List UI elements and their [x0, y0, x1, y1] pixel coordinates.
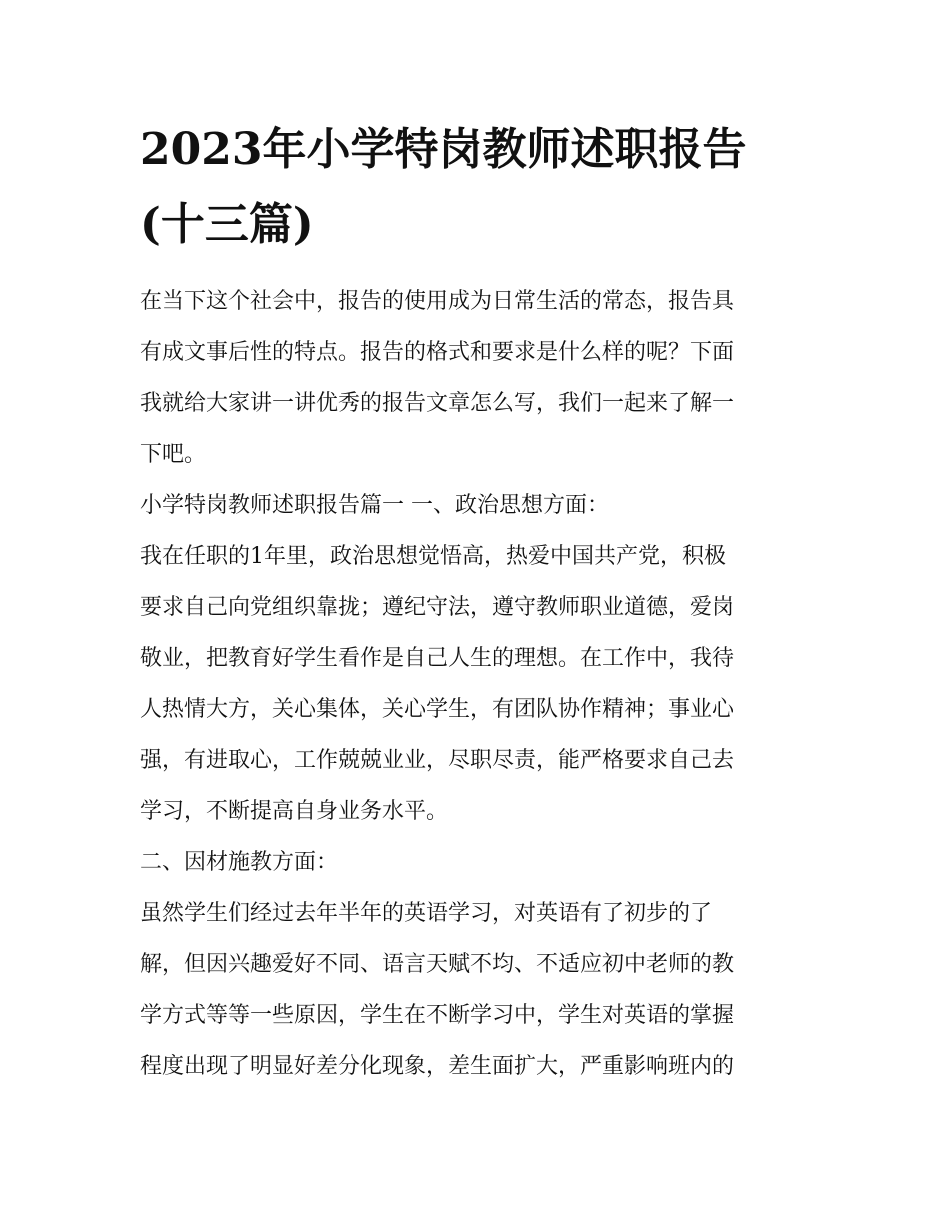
text-line: 人热情大方，关心集体，关心学生，有团队协作精神；事业心: [140, 697, 735, 722]
text-line: 敬业，把教育好学生看作是自己人生的理想。在工作中，我待: [140, 646, 735, 671]
text-line: 有成文事后性的特点。报告的格式和要求是什么样的呢？下面: [140, 340, 735, 365]
title-line-1: 2023年小学特岗教师述职报告: [140, 124, 747, 175]
text-line: 程度出现了明显好差分化现象，差生面扩大，严重影响班内的: [140, 1054, 735, 1079]
text-line: 我就给大家讲一讲优秀的报告文章怎么写，我们一起来了解一: [140, 391, 735, 416]
section-heading: 二、因材施教方面：: [140, 850, 339, 875]
text-line: 要求自己向党组织靠拢；遵纪守法，遵守教师职业道德，爱岗: [140, 595, 735, 620]
text-line: 解，但因兴趣爱好不同、语言天赋不均、不适应初中老师的教: [140, 952, 735, 977]
text-line: 我在任职的1年里，政治思想觉悟高，热爱中国共产党，积极: [140, 544, 726, 569]
text-line: 强，有进取心，工作兢兢业业，尽职尽责，能严格要求自己去: [140, 748, 735, 773]
document-body: [140, 276, 812, 1092]
section-heading: 小学特岗教师述职报告篇一 一、政治思想方面：: [140, 493, 609, 518]
text-line: 学习，不断提高自身业务水平。: [140, 799, 449, 824]
document-title: [140, 112, 812, 262]
text-line: 学方式等等一些原因，学生在不断学习中，学生对英语的掌握: [140, 1003, 735, 1028]
text-line: 在当下这个社会中，报告的使用成为日常生活的常态，报告具: [140, 289, 735, 314]
title-line-2: (十三篇): [140, 199, 314, 250]
text-line: 下吧。: [140, 442, 207, 467]
text-line: 虽然学生们经过去年半年的英语学习，对英语有了初步的了: [140, 901, 713, 926]
document-content: [140, 112, 812, 1092]
